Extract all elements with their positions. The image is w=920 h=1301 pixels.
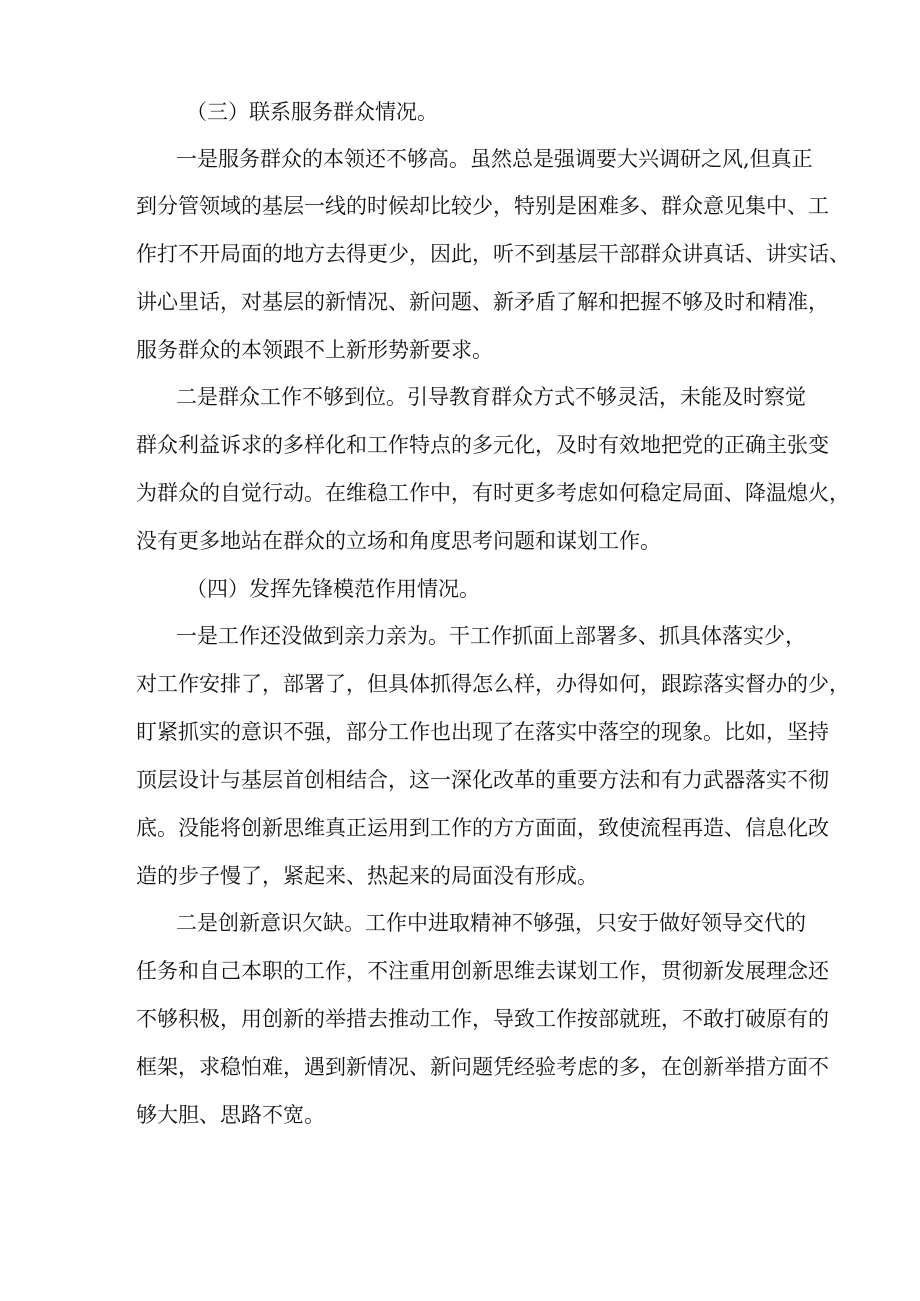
paragraph-2-line-3: 为群众的自觉行动。在维稳工作中，有时更多考虑如何稳定局面、降温熄火， bbox=[136, 481, 850, 505]
section-heading-4: （四）发挥先锋模范作用情况。 bbox=[186, 577, 480, 601]
paragraph-2-line-2: 群众利益诉求的多样化和工作特点的多元化，及时有效地把党的正确主张变 bbox=[136, 433, 829, 457]
paragraph-4-line-1: 二是创新意识欠缺。工作中进取精神不够强，只安于做好领导交代的 bbox=[176, 911, 806, 935]
paragraph-3-line-3: 盯紧抓实的意识不强，部分工作也出现了在落实中落空的现象。比如，坚持 bbox=[136, 720, 829, 744]
paragraph-1-line-3: 作打不开局面的地方去得更少，因此，听不到基层干部群众讲真话、讲实话、 bbox=[136, 242, 850, 266]
paragraph-3-line-6: 造的步子慢了，紧起来、热起来的局面没有形成。 bbox=[136, 864, 598, 888]
paragraph-4-line-2: 任务和自己本职的工作，不注重用创新思维去谋划工作，贯彻新发展理念还 bbox=[136, 959, 829, 983]
paragraph-4-line-3: 不够积极，用创新的举措去推动工作，导致工作按部就班，不敢打破原有的 bbox=[136, 1007, 829, 1031]
paragraph-1-line-5: 服务群众的本领跟不上新形势新要求。 bbox=[136, 338, 493, 362]
paragraph-2-line-1: 二是群众工作不够到位。引导教育群众方式不够灵活，未能及时察觉 bbox=[176, 385, 806, 409]
paragraph-1-line-1: 一是服务群众的本领还不够高。虽然总是强调要大兴调研之风,但真正 bbox=[176, 147, 813, 171]
paragraph-4-line-5: 够大胆、思路不宽。 bbox=[136, 1103, 325, 1127]
paragraph-3-line-4: 顶层设计与基层首创相结合，这一深化改革的重要方法和有力武器落实不彻 bbox=[136, 768, 829, 792]
paragraph-4-line-4: 框架，求稳怕难，遇到新情况、新问题凭经验考虑的多，在创新举措方面不 bbox=[136, 1055, 829, 1079]
paragraph-1-line-2: 到分管领域的基层一线的时候却比较少，特别是困难多、群众意见集中、工 bbox=[136, 194, 829, 218]
paragraph-3-line-2: 对工作安排了，部署了，但具体抓得怎么样，办得如何，跟踪落实督办的少， bbox=[136, 672, 850, 696]
section-heading-3: （三）联系服务群众情况。 bbox=[186, 100, 438, 124]
paragraph-3-line-5: 底。没能将创新思维真正运用到工作的方方面面，致使流程再造、信息化改 bbox=[136, 816, 829, 840]
paragraph-2-line-4: 没有更多地站在群众的立场和角度思考问题和谋划工作。 bbox=[136, 529, 661, 553]
paragraph-1-line-4: 讲心里话，对基层的新情况、新问题、新矛盾了解和把握不够及时和精准， bbox=[136, 290, 829, 314]
paragraph-3-line-1: 一是工作还没做到亲力亲为。干工作抓面上部署多、抓具体落实少， bbox=[176, 624, 806, 648]
